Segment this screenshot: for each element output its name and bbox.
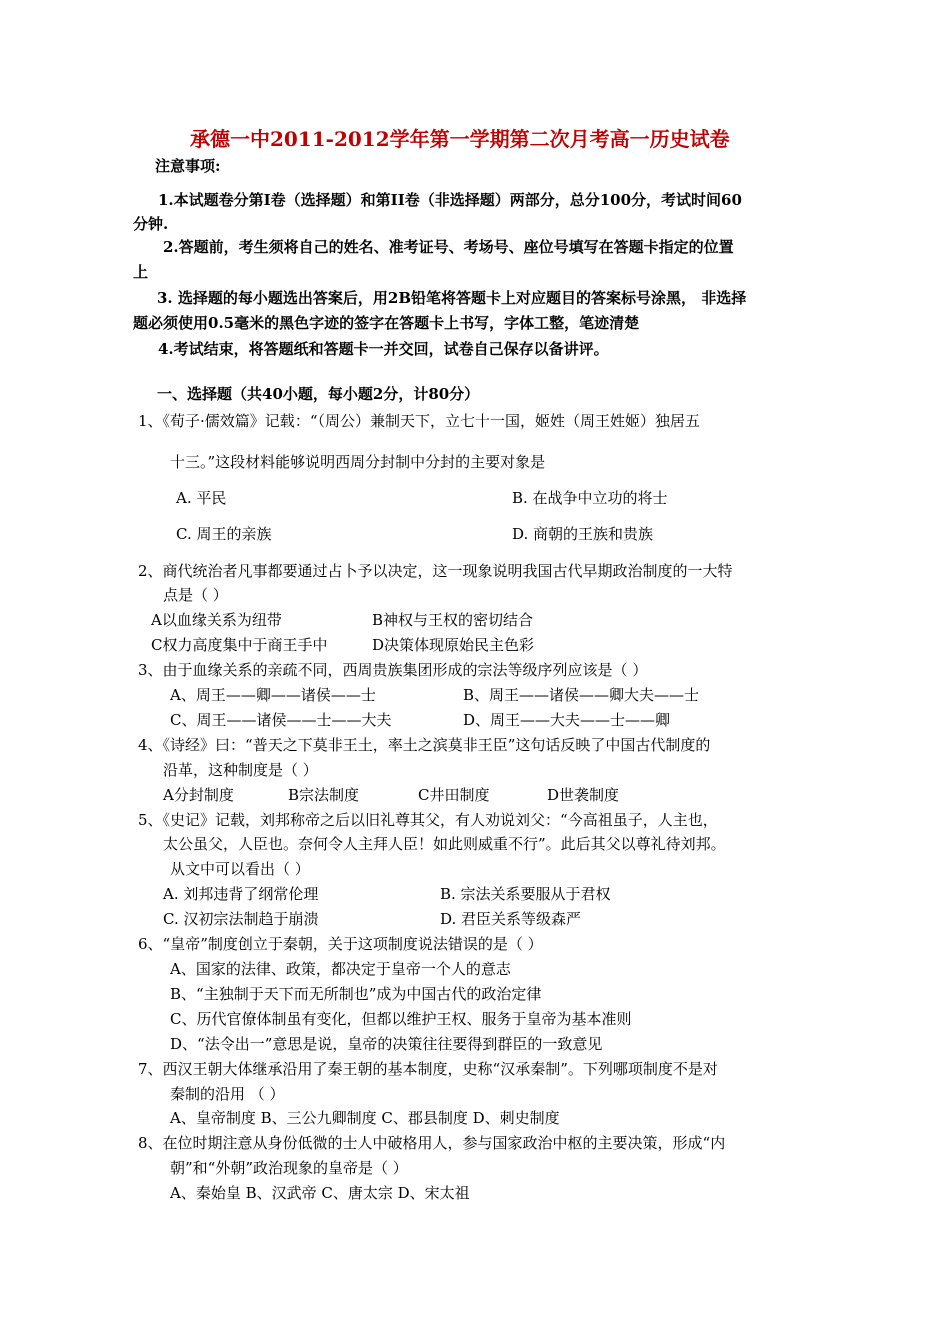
- question-1-option-c: C. 周王的亲族: [176, 525, 272, 543]
- question-6-option-d: D、“法令出一”意思是说，皇帝的决策往往要得到群臣的一致意见: [170, 1035, 603, 1053]
- question-4-line-1: 4、《诗经》曰：“普天之下莫非王土，率土之滨莫非王臣”这句话反映了中国古代制度的: [138, 736, 711, 754]
- question-5-line-1: 5、《史记》记载，刘邦称帝之后以旧礼尊其父，有人劝说刘父：“今高祖虽子，人主也，: [138, 811, 718, 829]
- question-1-option-a: A. 平民: [176, 489, 227, 507]
- notice-item-2-line-2: 上: [133, 263, 149, 281]
- question-6-option-b: B、“主独制于天下而无所制也”成为中国古代的政治定律: [170, 985, 542, 1003]
- question-7-line-2: 秦制的沿用 （ ）: [170, 1085, 285, 1103]
- question-3-option-d: D、周王——大夫——士——卿: [463, 711, 671, 729]
- question-4-option-d: D世袭制度: [547, 786, 620, 804]
- question-5-line-2: 太公虽父，人臣也。奈何令人主拜人臣！如此则威重不行”。此后其父以尊礼待刘邦。: [163, 835, 726, 853]
- question-5-option-a: A. 刘邦违背了纲常伦理: [163, 885, 319, 903]
- question-1-option-d: D. 商朝的王族和贵族: [512, 525, 654, 543]
- question-4-option-c: C井田制度: [418, 786, 490, 804]
- question-2-line-2: 点是（ ）: [163, 586, 228, 604]
- page-title: 承德一中2011-2012学年第一学期第二次月考高一历史试卷: [190, 127, 730, 151]
- question-4-option-a: A分封制度: [163, 786, 234, 804]
- question-2-option-c: C权力高度集中于商王手中: [151, 636, 328, 654]
- question-3-option-a: A、周王——卿——诸侯——士: [170, 686, 376, 704]
- notice-item-4: 4.考试结束，将答题纸和答题卡一并交回，试卷自己保存以备讲评。: [158, 340, 609, 358]
- question-6-line-1: 6、“皇帝”制度创立于秦朝，关于这项制度说法错误的是（ ）: [138, 935, 543, 953]
- question-3-option-c: C、周王——诸侯——士——大夫: [170, 711, 392, 729]
- question-3-option-b: B、周王——诸侯——卿大夫——士: [463, 686, 700, 704]
- question-2-line-1: 2、商代统治者凡事都要通过占卜予以决定，这一现象说明我国古代早期政治制度的一大特: [138, 562, 733, 580]
- section-heading: 一、选择题（共40小题，每小题2分，计80分）: [157, 385, 480, 403]
- question-2-option-d: D决策体现原始民主色彩: [372, 636, 535, 654]
- question-1-line-2: 十三。”这段材料能够说明西周分封制中分封的主要对象是: [170, 453, 546, 471]
- question-4-line-2: 沿革，这种制度是（ ）: [163, 761, 318, 779]
- question-5-line-3: 从文中可以看出（ ）: [170, 860, 310, 878]
- notice-item-2-line-1: 2.答题前，考生须将自己的姓名、准考证号、考场号、座位号填写在答题卡指定的位置: [163, 238, 734, 256]
- notice-item-3-line-2: 题必须使用0.5毫米的黑色字迹的签字在答题卡上书写，字体工整，笔迹清楚: [133, 314, 640, 332]
- question-8-line-1: 8、在位时期注意从身份低微的士人中破格用人，参与国家政治中枢的主要决策，形成“内: [138, 1134, 726, 1152]
- notice-item-3-line-1: 3. 选择题的每小题选出答案后，用2B铅笔将答题卡上对应题目的答案标号涂黑， 非选择: [157, 289, 747, 307]
- question-5-option-b: B. 宗法关系要服从于君权: [440, 885, 611, 903]
- notice-item-1-line-1: 1.本试题卷分第I卷（选择题）和第II卷（非选择题）两部分，总分100分，考试时间60: [158, 191, 742, 209]
- question-5-option-c: C. 汉初宗法制趋于崩溃: [163, 910, 319, 928]
- question-1-option-b: B. 在战争中立功的将士: [512, 489, 668, 507]
- question-4-option-b: B宗法制度: [288, 786, 360, 804]
- question-6-option-a: A、国家的法律、政策，都决定于皇帝一个人的意志: [170, 960, 511, 978]
- question-6-option-c: C、历代官僚体制虽有变化，但都以维护王权、服务于皇帝为基本准则: [170, 1010, 632, 1028]
- notice-item-1-line-2: 分钟.: [133, 215, 169, 233]
- question-7-options: A、皇帝制度 B、三公九卿制度 C、郡县制度 D、刺史制度: [170, 1109, 560, 1127]
- question-5-option-d: D. 君臣关系等级森严: [440, 910, 582, 928]
- question-2-option-a: A以血缘关系为纽带: [151, 611, 282, 629]
- question-3-line-1: 3、由于血缘关系的亲疏不同，西周贵族集团形成的宗法等级序列应该是（ ）: [138, 661, 648, 679]
- notice-heading: 注意事项:: [155, 157, 221, 175]
- question-8-line-2: 朝”和“外朝”政治现象的皇帝是（ ）: [170, 1159, 408, 1177]
- question-2-option-b: B神权与王权的密切结合: [372, 611, 534, 629]
- question-1-line-1: 1、《荀子·儒效篇》记载：“（周公）兼制天下，立七十一国，姬姓（周王姓姬）独居五: [138, 412, 700, 430]
- question-7-line-1: 7、西汉王朝大体继承沿用了秦王朝的基本制度，史称“汉承秦制”。下列哪项制度不是对: [138, 1060, 718, 1078]
- question-8-options: A、秦始皇 B、汉武帝 C、唐太宗 D、宋太祖: [170, 1184, 470, 1202]
